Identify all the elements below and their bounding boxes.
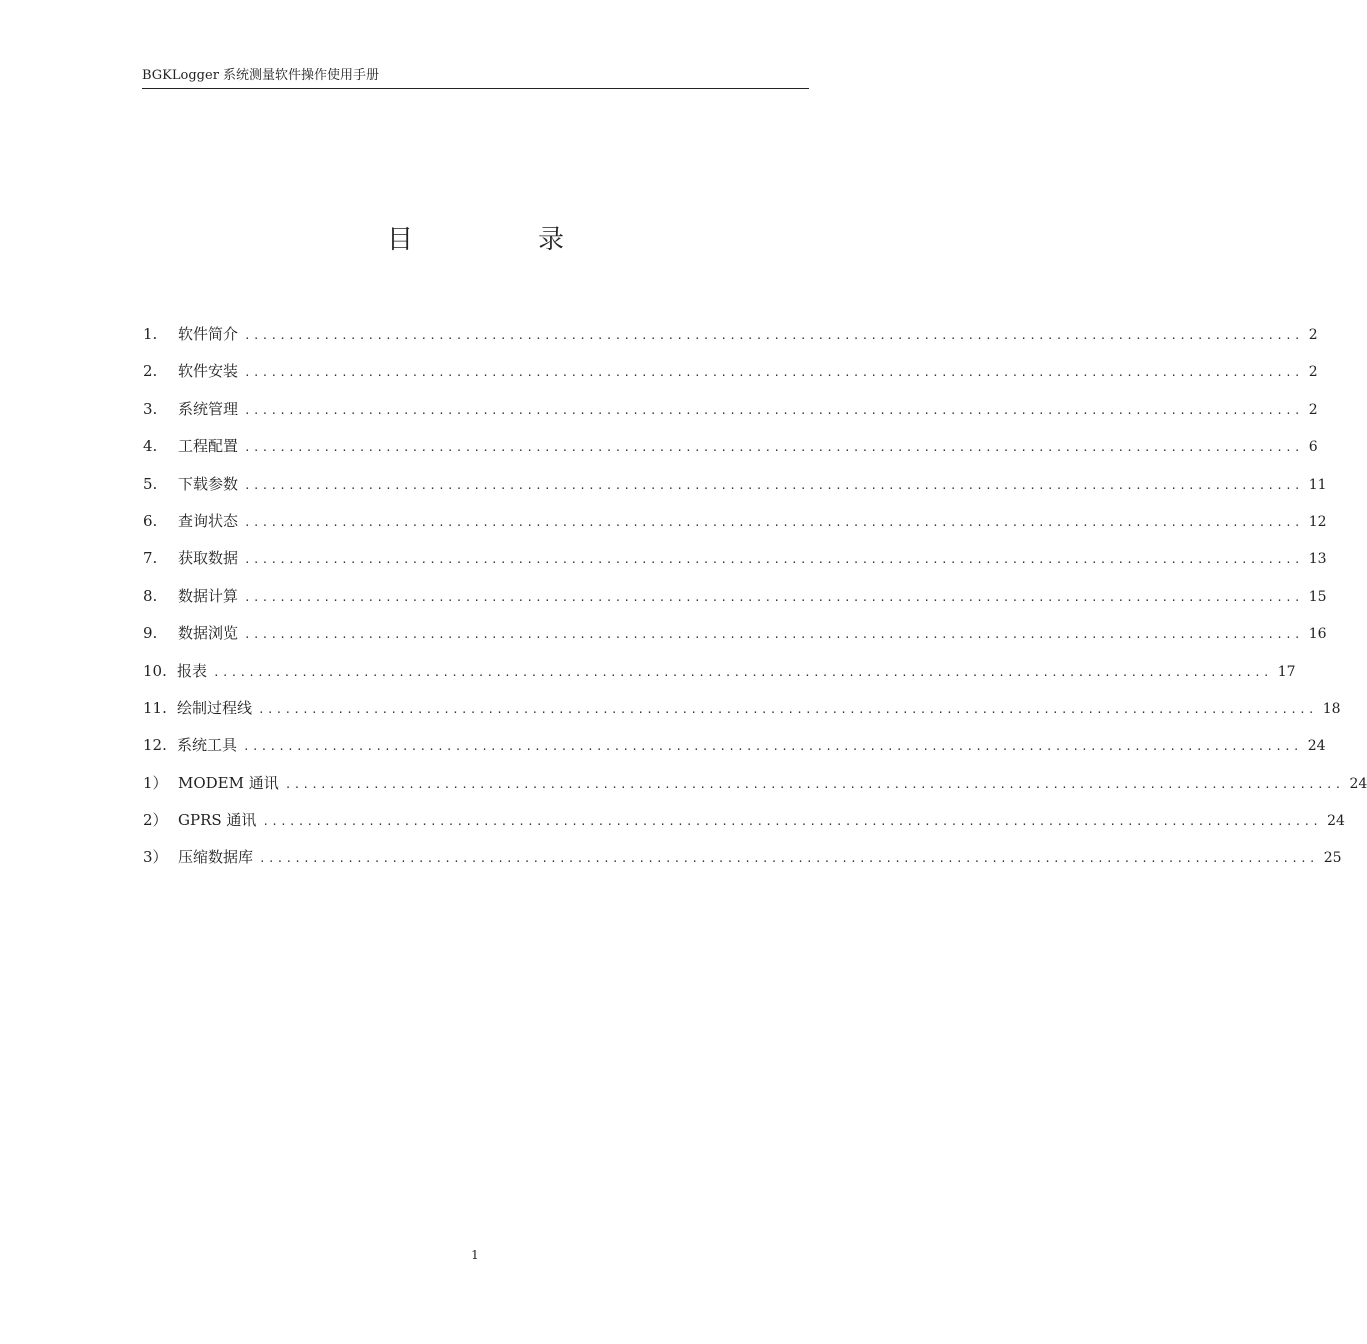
toc-entry-number: 2） bbox=[143, 811, 168, 830]
toc-entry-page: 17 bbox=[1277, 663, 1296, 680]
toc-entry-title: 查询状态 bbox=[178, 511, 239, 530]
toc-entry-page: 24 bbox=[1349, 775, 1367, 792]
toc-entry-number: 3） bbox=[143, 848, 168, 867]
toc-entry-page: 2 bbox=[1308, 327, 1318, 343]
toc-entry[interactable] bbox=[143, 839, 1342, 876]
toc-dot-leader: ........................................................................................................................ bbox=[284, 777, 1344, 791]
toc-entry-title: 工程配置 bbox=[178, 437, 239, 456]
running-header-text: BGKLogger 系统测量软件操作使用手册 bbox=[142, 68, 380, 83]
toc-entry-number: 2. bbox=[143, 362, 158, 381]
toc-dot-leader: ........................................................................................................................ bbox=[243, 740, 1302, 754]
toc-title-char-1: 目 bbox=[387, 225, 414, 255]
toc-entry[interactable] bbox=[143, 653, 1296, 690]
toc-title-char-2: 录 bbox=[538, 225, 565, 255]
toc-entry-title: MODEM 通讯 bbox=[178, 773, 279, 792]
toc-entry[interactable] bbox=[143, 802, 1345, 839]
toc-dot-leader: ........................................................................................................................ bbox=[244, 478, 1303, 492]
toc-entry-number: 1. bbox=[143, 325, 158, 343]
toc-dot-leader: ........................................................................................................................ bbox=[262, 815, 1322, 829]
toc-entry-number: 12. bbox=[143, 736, 167, 755]
toc-entry-page: 25 bbox=[1323, 850, 1342, 867]
toc-entry-page: 18 bbox=[1322, 700, 1341, 717]
toc-entry-page: 2 bbox=[1308, 401, 1318, 418]
toc-entry-title: 数据计算 bbox=[178, 586, 239, 605]
toc-entry-title: 下载参数 bbox=[178, 474, 239, 493]
toc-entry-number: 7. bbox=[143, 549, 158, 568]
toc-entry-page: 11 bbox=[1308, 476, 1327, 493]
toc-dot-leader: ........................................................................................................................ bbox=[244, 441, 1303, 455]
toc-dot-leader: ........................................................................................................................ bbox=[244, 329, 1303, 342]
table-of-contents bbox=[143, 316, 1367, 877]
toc-dot-leader: ........................................................................................................................ bbox=[244, 590, 1303, 604]
toc-dot-leader: ........................................................................................................................ bbox=[244, 628, 1303, 642]
toc-entry[interactable] bbox=[143, 578, 1327, 615]
toc-entry-number: 10. bbox=[143, 661, 167, 680]
toc-title bbox=[0, 220, 950, 260]
toc-entry[interactable] bbox=[143, 727, 1326, 764]
toc-entry-page: 16 bbox=[1308, 626, 1327, 643]
toc-entry-title: 系统管理 bbox=[178, 399, 239, 418]
toc-entry-title: 系统工具 bbox=[177, 736, 238, 755]
toc-entry-page: 24 bbox=[1307, 738, 1326, 755]
toc-entry-number: 3. bbox=[143, 399, 158, 418]
toc-entry-page: 24 bbox=[1327, 813, 1345, 830]
toc-entry-number: 4. bbox=[143, 437, 158, 456]
toc-entry-page: 6 bbox=[1308, 439, 1318, 456]
toc-dot-leader: ........................................................................................................................ bbox=[213, 665, 1272, 679]
toc-dot-leader: ........................................................................................................................ bbox=[244, 403, 1303, 417]
toc-entry[interactable] bbox=[143, 353, 1318, 390]
toc-dot-leader: ........................................................................................................................ bbox=[258, 702, 1317, 716]
toc-entry-title: 软件安装 bbox=[178, 362, 239, 381]
toc-entry-title: 获取数据 bbox=[178, 549, 239, 568]
toc-entry-page: 13 bbox=[1308, 551, 1327, 568]
toc-entry-title: 压缩数据库 bbox=[178, 848, 254, 867]
toc-entry-number: 9. bbox=[143, 624, 158, 643]
toc-entry[interactable] bbox=[143, 540, 1327, 577]
toc-entry[interactable] bbox=[143, 428, 1318, 465]
toc-entry-title: 软件简介 bbox=[178, 325, 239, 343]
toc-entry-title: GPRS 通讯 bbox=[178, 811, 257, 830]
toc-entry[interactable] bbox=[143, 615, 1327, 652]
toc-dot-leader: ........................................................................................................................ bbox=[244, 366, 1303, 380]
toc-entry[interactable] bbox=[143, 765, 1367, 802]
toc-entry-page: 15 bbox=[1308, 588, 1327, 605]
toc-entry[interactable] bbox=[143, 316, 1318, 353]
toc-entry-title: 报表 bbox=[177, 661, 208, 680]
toc-entry[interactable] bbox=[143, 391, 1318, 428]
toc-entry[interactable] bbox=[143, 690, 1341, 727]
toc-dot-leader: ........................................................................................................................ bbox=[259, 852, 1318, 866]
toc-entry-page: 12 bbox=[1308, 513, 1327, 530]
toc-entry-number: 6. bbox=[143, 511, 158, 530]
toc-entry-title: 绘制过程线 bbox=[177, 698, 253, 717]
toc-entry-number: 11. bbox=[143, 698, 167, 717]
running-header bbox=[142, 66, 809, 89]
toc-entry-number: 8. bbox=[143, 586, 158, 605]
toc-entry[interactable] bbox=[143, 466, 1327, 503]
toc-entry-number: 1） bbox=[143, 773, 168, 792]
toc-entry[interactable] bbox=[143, 503, 1327, 540]
page-number: 1 bbox=[471, 1248, 479, 1262]
toc-entry-page: 2 bbox=[1308, 364, 1318, 381]
toc-dot-leader: ........................................................................................................................ bbox=[244, 515, 1303, 529]
toc-entry-title: 数据浏览 bbox=[178, 624, 239, 643]
toc-entry-number: 5. bbox=[143, 474, 158, 493]
toc-dot-leader: ........................................................................................................................ bbox=[244, 553, 1303, 567]
